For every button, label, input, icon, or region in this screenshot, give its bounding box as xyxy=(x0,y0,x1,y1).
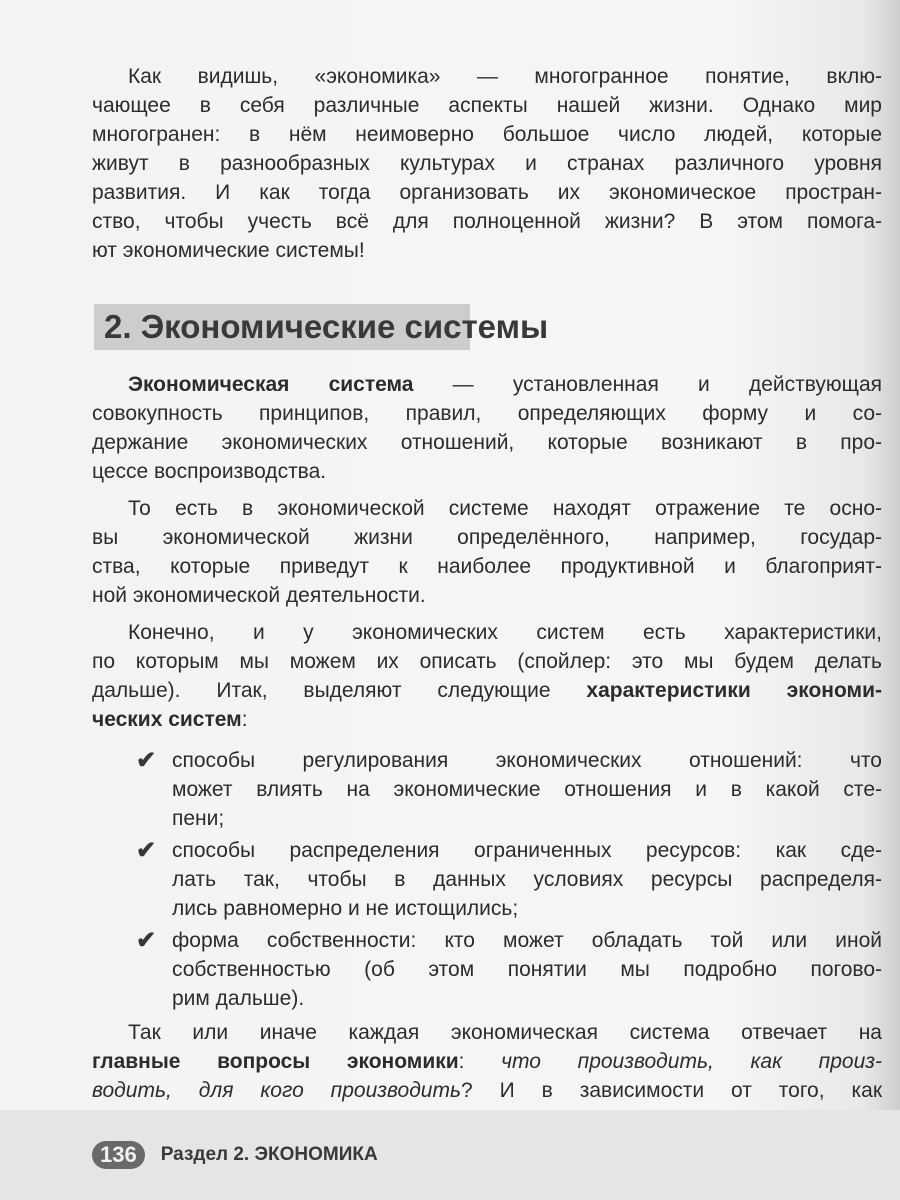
text-segment: дальше). Итак, выделяют следующие xyxy=(92,679,587,702)
text-segment: чающее в себя различные аспекты нашей жизни. Однако мир xyxy=(92,94,882,117)
page-number: 136 xyxy=(92,1141,145,1169)
text-segment: пени; xyxy=(172,807,225,830)
text-segment: Как видишь, «экономика» — многогранное понятие, вклю- xyxy=(128,65,882,88)
checkmark-icon: ✔ xyxy=(136,927,157,954)
text-line xyxy=(92,552,882,581)
text-line xyxy=(92,494,882,523)
text-line xyxy=(92,955,882,984)
text-segment: ство, чтобы учесть всё для полноценной жизни? В этом помога- xyxy=(92,210,882,233)
text-line xyxy=(92,428,882,457)
text-line xyxy=(92,370,882,399)
text-segment: способы регулирования экономических отношений: что xyxy=(172,749,882,772)
text-line xyxy=(92,647,882,676)
text-line xyxy=(92,804,882,833)
text-segment: ют экономические системы! xyxy=(92,239,365,262)
text-line xyxy=(92,91,882,120)
italic-text: водить, для кого производить xyxy=(92,1079,462,1102)
text-segment: цессе воспроизводства. xyxy=(92,460,327,483)
text-segment: способы распределения ограниченных ресурсов: как сде- xyxy=(172,839,882,862)
text-line xyxy=(92,581,882,610)
text-line xyxy=(92,705,882,734)
list-item xyxy=(92,926,882,1013)
text-line xyxy=(92,1076,882,1105)
text-segment: держание экономических отношений, которые возникают в про- xyxy=(92,431,882,454)
text-line xyxy=(92,399,882,428)
list-item xyxy=(92,746,882,833)
text-segment: : xyxy=(241,708,248,731)
paragraph xyxy=(92,618,882,734)
list-item xyxy=(92,836,882,923)
text-line xyxy=(92,62,882,91)
paragraph xyxy=(92,62,882,265)
text-segment: собственностью (об этом понятии мы подробно погово- xyxy=(172,958,882,981)
page-footer xyxy=(92,1140,378,1170)
text-segment: форма собственности: кто может обладать той или иной xyxy=(172,929,882,952)
text-segment: по которым мы можем их описать (спойлер: это мы будем делать xyxy=(92,650,882,673)
text-segment: рим дальше). xyxy=(172,987,305,1010)
text-segment: — установленная и действующая xyxy=(413,373,882,396)
text-segment: ной экономической деятельности. xyxy=(92,584,426,607)
text-line xyxy=(92,894,882,923)
text-line xyxy=(92,618,882,647)
text-segment: Конечно, и у экономических систем есть характеристики, xyxy=(128,621,882,644)
text-line xyxy=(92,676,882,705)
text-line xyxy=(92,178,882,207)
bold-term: характеристики экономи- xyxy=(586,679,882,702)
text-line xyxy=(92,207,882,236)
text-segment: : xyxy=(458,1050,502,1073)
text-segment: развития. И как тогда организовать их экономическое простран- xyxy=(92,181,882,204)
text-line xyxy=(92,926,882,955)
paragraph xyxy=(92,494,882,610)
text-line xyxy=(92,746,882,775)
checkmark-icon: ✔ xyxy=(136,747,157,774)
text-line xyxy=(92,984,882,1013)
text-segment: Так или иначе каждая экономическая система отвечает на xyxy=(128,1021,882,1044)
text-segment: лать так, чтобы в данных условиях ресурсы распределя- xyxy=(172,868,882,891)
text-segment: ? И в зависимости от того, как xyxy=(461,1079,883,1102)
text-segment: лись равномерно и не истощились; xyxy=(172,897,519,920)
text-segment: совокупность принципов, правил, определяющих форму и со- xyxy=(92,402,882,425)
text-line xyxy=(92,120,882,149)
section-heading: 2. Экономические системы xyxy=(94,304,470,350)
text-line xyxy=(92,775,882,804)
text-line xyxy=(92,236,882,265)
text-segment: вы экономической жизни определённого, например, государ- xyxy=(92,526,882,549)
text-line xyxy=(92,865,882,894)
text-line xyxy=(92,523,882,552)
text-segment: ства, которые приведут к наиболее продуктивной и благоприят- xyxy=(92,555,882,578)
running-section-title: Раздел 2. ЭКОНОМИКА xyxy=(160,1144,378,1165)
bold-term: ческих систем xyxy=(92,708,242,731)
text-line xyxy=(92,149,882,178)
checkmark-icon: ✔ xyxy=(136,837,157,864)
text-line xyxy=(92,836,882,865)
paragraph xyxy=(92,1018,882,1105)
italic-text: что производить, как произ- xyxy=(501,1050,883,1073)
bold-term: главные вопросы экономики xyxy=(92,1050,459,1073)
text-segment: может влиять на экономические отношения и в какой сте- xyxy=(172,778,882,801)
text-segment: многогранен: в нём неимоверно большое число людей, которые xyxy=(92,123,882,146)
text-line xyxy=(92,1047,882,1076)
text-line xyxy=(92,1018,882,1047)
bold-term: Экономическая система xyxy=(128,373,414,396)
text-segment: живут в разнообразных культурах и странах различного уровня xyxy=(92,152,882,175)
text-segment: То есть в экономической системе находят отражение те осно- xyxy=(128,497,882,520)
text-line xyxy=(92,457,882,486)
paragraph xyxy=(92,370,882,486)
